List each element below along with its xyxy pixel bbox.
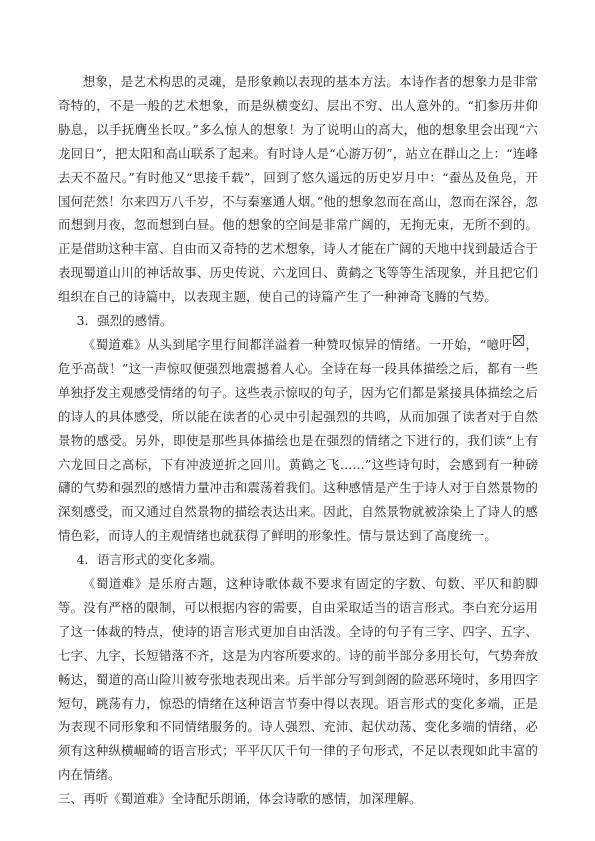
paragraph-emotion-part2: ，危乎高哉！”这一声惊叹便强烈地震撼着人心。全诗在每一段具体描绘之后，都有一些单独抒发主观感受情绪的句子。这些表示惊叹的句子，因为它们都是紧接具体描绘之后的诗人的具体感受，所以能在读者的心灵中引起强烈的共鸣，从而加强了读者对于自然景物的感受。另外，即使是那些具体描绘也是在强烈的情绪之下进行的，我们读“上有六龙回日之高标，下有冲波逆折之回川。黄鹤之飞……”这些诗句时，会感到有一种磅礴的气势和强烈的感情力量冲击和震荡着我们。这种感情是产生于诗人对于自然景物的深刻感受，而又通过自然景物的描绘表达出来。因此，自然景物就被涂染上了诗人的感情色彩，而诗人的主观情绪也就获得了鲜明的形象性。情与景达到了高度统一。 [58, 336, 538, 544]
section-heading-emotion: 3．强烈的感情。 [76, 313, 173, 329]
section-heading-language: 4．语言形式的变化多端。 [76, 552, 223, 568]
document-page [58, 70, 538, 811]
paragraph-language: 《蜀道难》是乐府古题，这种诗歌体裁不要求有固定的字数、句数、平仄和韵脚等。没有严格的限制，可以根据内容的需要，自由采取适当的语言形式。李白充分运用了这一体裁的特点，使诗的语言形式更加自由活泼。全诗的句子有三字、四字、五字、七字、九字，长短错落不齐，这是为内容所要求的。诗的前半部分多用长句，气势奔放畅达，蜀道的高山险川被夸张地表现出来。后半部分写到剑阁的险恶环境时，多用四字短句，跳荡有力，惊恐的情绪在这种语言节奏中得以表现。语言形式的变化多端，正是为表现不同形象和不同情绪服务的。诗人强烈、充沛、起伏动荡、变化多端的情绪，必须有这种纵横崛崎的语言形式；平平仄仄千句一律的子句形式，不足以表现如此丰富的内在情绪。 [58, 576, 538, 783]
paragraph-emotion [58, 333, 538, 548]
paragraph-imagination: 想象，是艺术构思的灵魂，是形象赖以表现的基本方法。本诗作者的想象力是非常奇特的，不是一般的艺术想象，而是纵横变幻、层出不穷、出人意外的。“扪参历井仰胁息，以手抚膺坐长叹。”多么惊人的想象！为了说明山的高大，他的想象里会出现“六龙回日”，把太阳和高山联系了起来。有时诗人是“心游万仞”，站立在群山之上：“连峰去天不盈尺。”有时他又“思接千载”，回到了悠久遥远的历史岁月中：“蚕丛及鱼凫，开国何茫然！尔来四万八千岁，不与秦塞通人烟。”他的想象忽而在高山，忽而在深谷，忽而想到月夜，忽而想到白昼。他的想象的空间是非常广阔的，无拘无束，无所不到的。正是借助这种丰富、自由而又奇特的艺术想象，诗人才能在广阔的天地中找到最适合于表现蜀道山川的神话故事、历史传说、六龙回日、黄鹤之飞等等生活现象，并且把它们组织在自己的诗篇中，以表现主题，使自己的诗篇产生了一种神奇飞腾的气势。 [58, 74, 538, 305]
missing-glyph-icon [513, 335, 524, 346]
paragraph-emotion-part1: 《蜀道难》从头到尾字里行间都洋溢着一种赞叹惊异的情绪。一开始，“噫吁 [82, 336, 513, 352]
section-heading-recitation: 三、再听《蜀道难》全诗配乐朗诵，体会诗歌的感情，加深理解。 [58, 791, 422, 807]
